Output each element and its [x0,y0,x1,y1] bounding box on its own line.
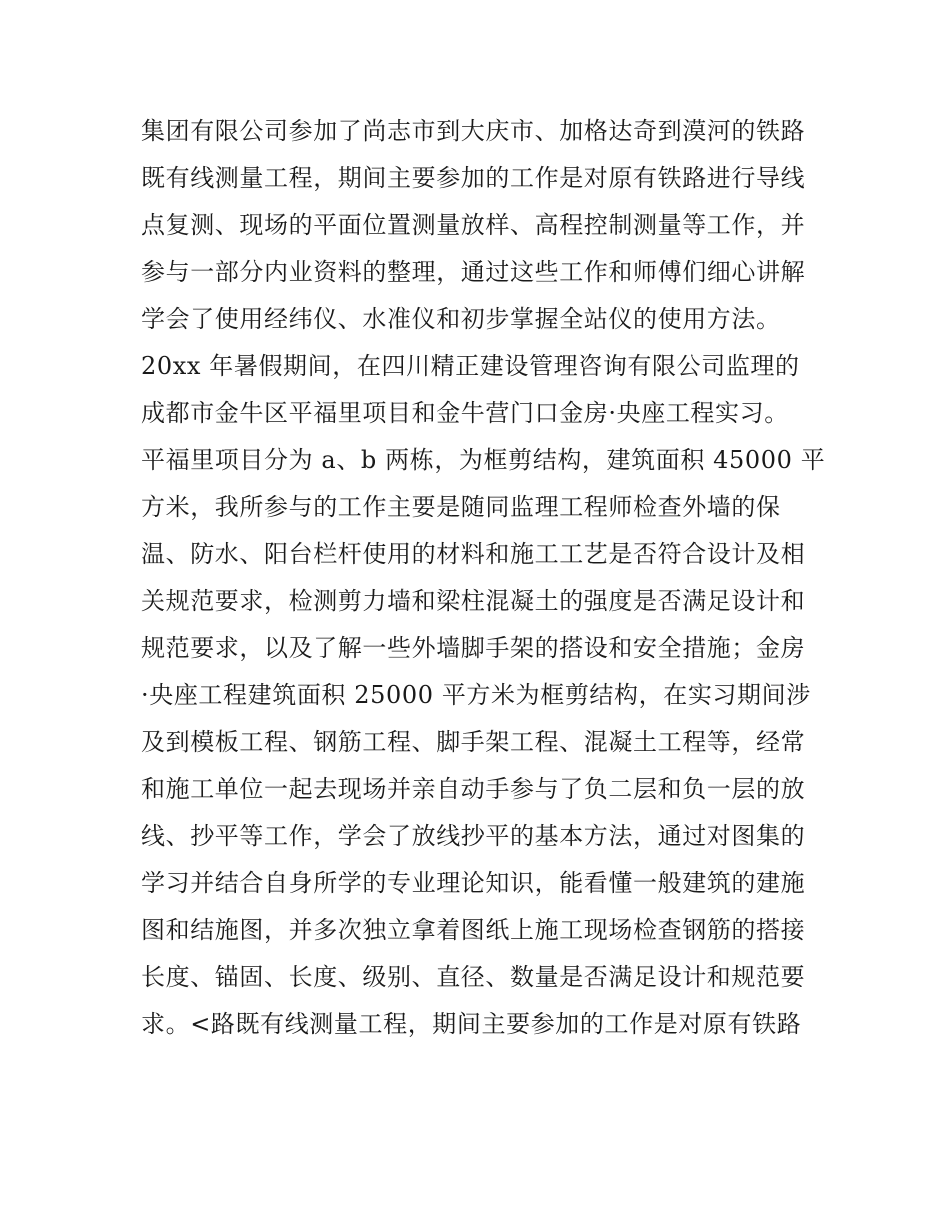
text-line: 学习并结合自身所学的专业理论知识，能看懂一般建筑的建施 [141,869,806,897]
text-line: 学会了使用经纬仪、水准仪和初步掌握全站仪的使用方法。 [141,305,781,333]
text-line: 温、防水、阳台栏杆使用的材料和施工工艺是否符合设计及相 [141,540,806,568]
text-line: 点复测、现场的平面位置测量放样、高程控制测量等工作，并 [141,211,806,239]
text-line: 关规范要求，检测剪力墙和梁柱混凝土的强度是否满足设计和 [141,587,806,615]
body-text [141,108,826,1048]
text-line: 20xx 年暑假期间，在四川精正建设管理咨询有限公司监理的 [141,352,800,380]
text-line: 集团有限公司参加了尚志市到大庆市、加格达奇到漠河的铁路 [141,117,806,145]
text-line: 平福里项目分为 a、b 两栋，为框剪结构，建筑面积 45000 平 [141,446,826,474]
text-line: 求。<路既有线测量工程，期间主要参加的工作是对原有铁路 [141,1010,802,1038]
text-line: ·央座工程建筑面积 25000 平方米为框剪结构，在实习期间涉 [141,681,811,709]
text-line: 和施工单位一起去现场并亲自动手参与了负二层和负一层的放 [141,775,806,803]
text-line: 长度、锚固、长度、级别、直径、数量是否满足设计和规范要 [141,963,806,991]
text-line: 既有线测量工程，期间主要参加的工作是对原有铁路进行导线 [141,164,806,192]
text-line: 参与一部分内业资料的整理，通过这些工作和师傅们细心讲解 [141,258,806,286]
text-line: 图和结施图，并多次独立拿着图纸上施工现场检查钢筋的搭接 [141,916,806,944]
text-line: 线、抄平等工作，学会了放线抄平的基本方法，通过对图集的 [141,822,806,850]
text-line: 规范要求，以及了解一些外墙脚手架的搭设和安全措施；金房 [141,634,806,662]
text-line: 方米，我所参与的工作主要是随同监理工程师检查外墙的保 [141,493,781,521]
text-line: 及到模板工程、钢筋工程、脚手架工程、混凝土工程等，经常 [141,728,806,756]
text-line: 成都市金牛区平福里项目和金牛营门口金房·央座工程实习。 [141,399,789,427]
